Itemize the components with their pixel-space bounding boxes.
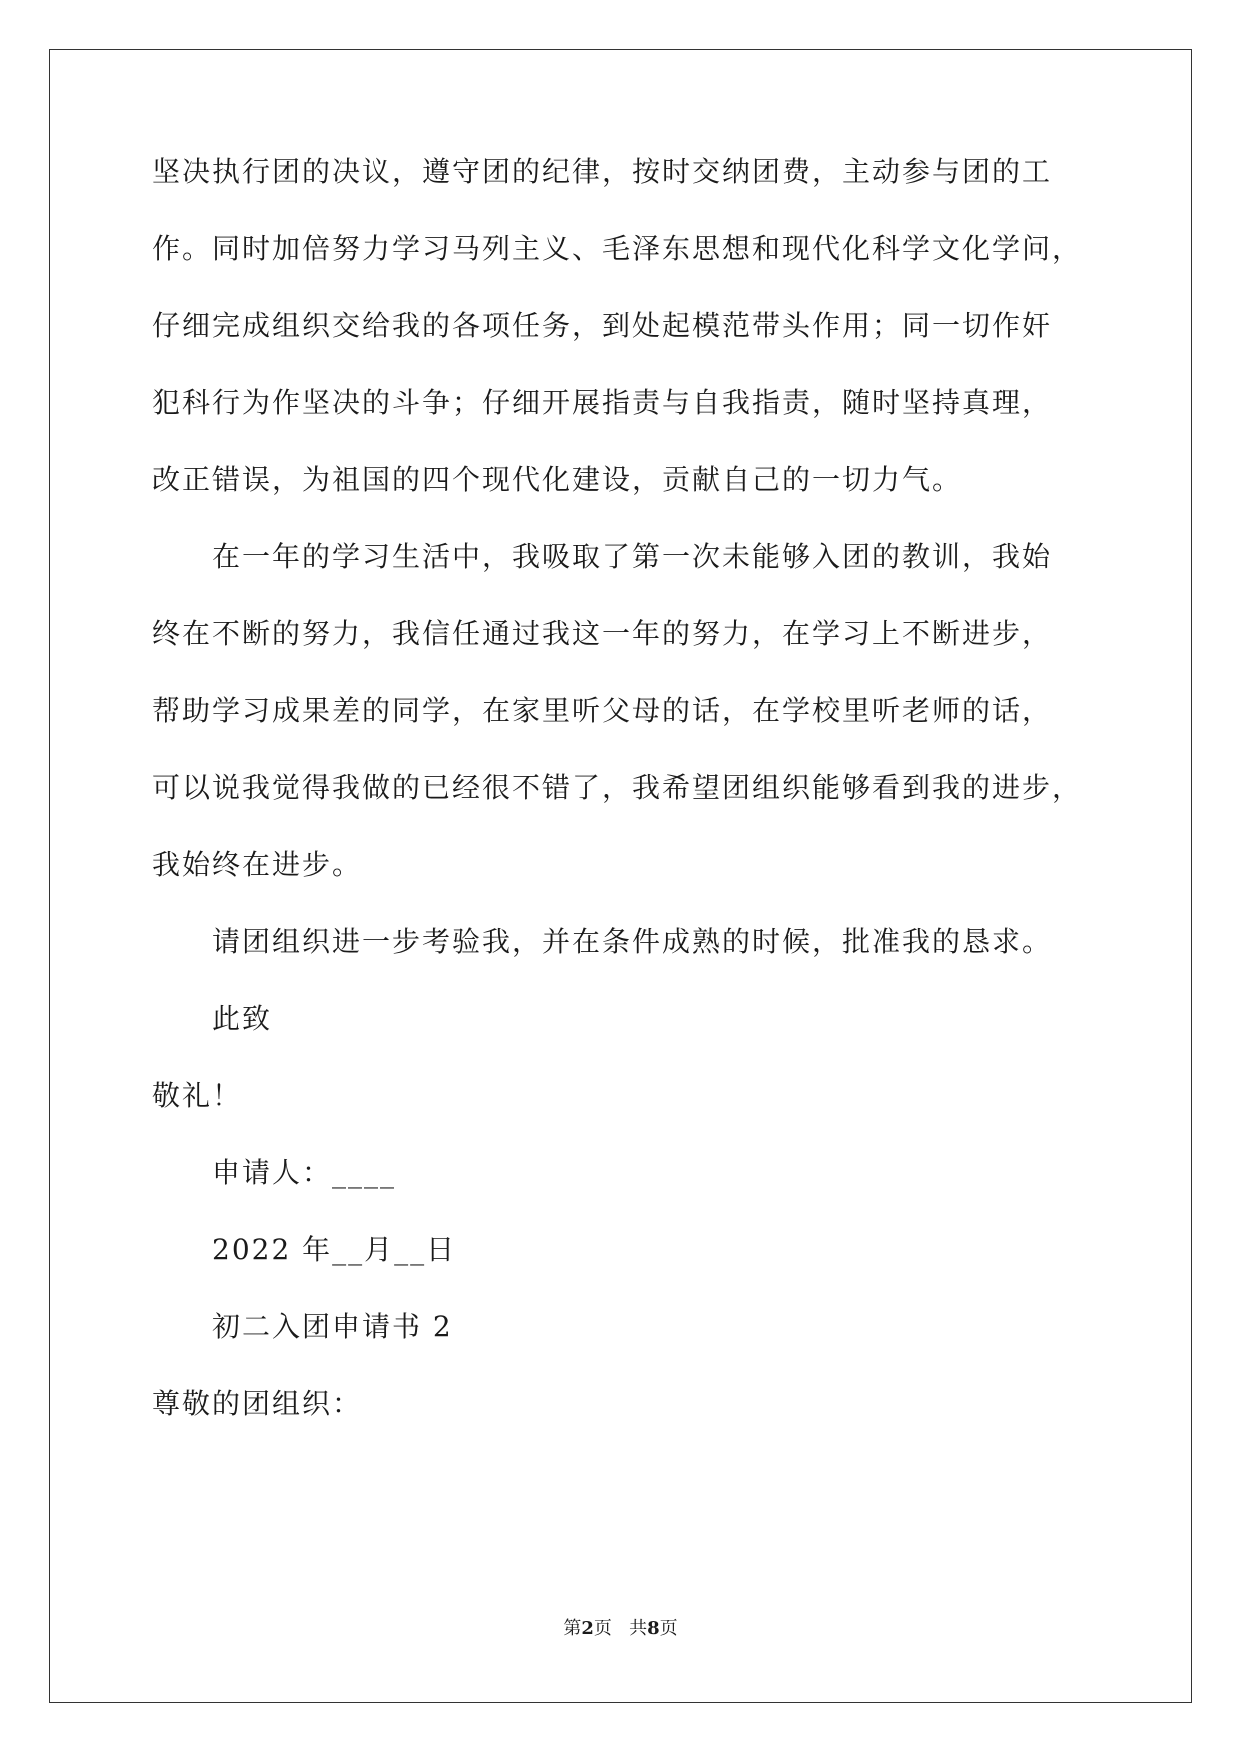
footer-page-prefix: 第 [563, 1618, 582, 1639]
footer-page-number: 2 [581, 1618, 594, 1639]
body-text-line: 坚决执行团的决议，遵守团的纪律，按时交纳团费，主动参与团的工 [152, 155, 1053, 188]
body-text-line: 终在不断的努力，我信任通过我这一年的努力，在学习上不断进步， [152, 617, 1053, 650]
applicant-signature-line: 申请人：____ [212, 1156, 397, 1189]
closing-salutation: 此致 [212, 1002, 273, 1035]
greeting-line: 尊敬的团组织： [152, 1387, 363, 1420]
body-text-line: 改正错误，为祖国的四个现代化建设，贡献自己的一切力气。 [152, 463, 963, 496]
body-text-line: 犯科行为作坚决的斗争；仔细开展指责与自我指责，随时坚持真理， [152, 386, 1053, 419]
body-text-line: 作。同时加倍努力学习马列主义、毛泽东思想和现代化科学文化学问， [152, 232, 1083, 265]
body-text-line: 可以说我觉得我做的已经很不错了，我希望团组织能够看到我的进步， [152, 771, 1083, 804]
body-text-line: 帮助学习成果差的同学，在家里听父母的话，在学校里听老师的话， [152, 694, 1053, 727]
paragraph-start-line: 在一年的学习生活中，我吸取了第一次未能够入团的教训，我始 [212, 540, 1053, 573]
footer-page-suffix: 页 [593, 1618, 612, 1639]
body-text-line: 仔细完成组织交给我的各项任务，到处起模范带头作用；同一切作奸 [152, 309, 1053, 342]
footer-total-prefix: 共 [629, 1618, 648, 1639]
section-title: 初二入团申请书 2 [212, 1310, 453, 1343]
footer-total-pages: 8 [647, 1618, 660, 1639]
date-line: 2022 年__月__日 [212, 1233, 457, 1266]
request-line: 请团组织进一步考验我，并在条件成熟的时候，批准我的恳求。 [212, 925, 1053, 958]
closing-respect: 敬礼！ [152, 1079, 243, 1112]
body-text-line: 我始终在进步。 [152, 848, 363, 881]
footer-total-suffix: 页 [659, 1618, 678, 1639]
page-footer [0, 1618, 1241, 1640]
